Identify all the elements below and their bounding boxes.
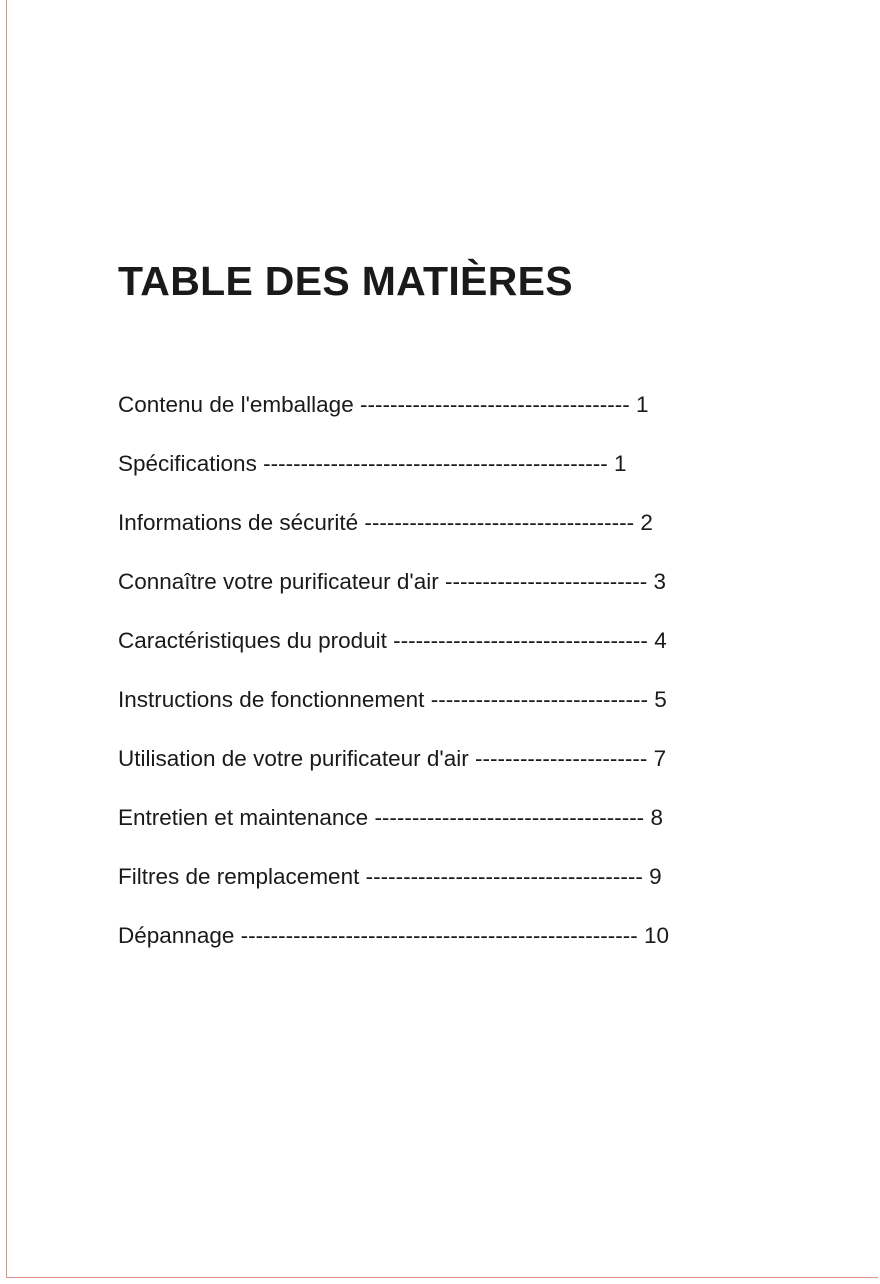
toc-entry-packaging-contents [118,388,818,447]
toc-entry-page: 7 [653,746,667,771]
toc-entry-page: 10 [644,923,670,948]
toc-entry-page: 5 [654,687,667,712]
toc-entry-leader: ------------------------------------ [359,392,630,417]
toc-entry-label: Spécifications [118,451,257,476]
toc-entry-page: 1 [614,451,627,476]
toc-entry-care-maintenance [118,801,818,860]
toc-entry-page: 8 [650,805,663,830]
toc-entry-leader: ---------------------------------------------- [263,451,608,476]
toc-entry-operating-instructions [118,683,818,742]
toc-entry-label: Filtres de remplacement [118,864,360,889]
toc-title: TABLE DES MATIÈRES [118,258,573,304]
toc-entry-leader: ---------------------------------- [393,628,648,653]
toc-entry-safety-information [118,506,818,565]
toc-entry-page: 1 [636,392,649,417]
toc-entry-label: Utilisation de votre purificateur d'air [118,746,469,771]
toc-entry-replacement-filters [118,860,818,919]
toc-entry-leader: ----------------------------- [430,687,648,712]
toc-entry-label: Connaître votre purificateur d'air [118,569,439,594]
toc-entry-label: Contenu de l'emballage [118,392,354,417]
toc-entry-product-features [118,624,818,683]
toc-entry-page: 4 [654,628,667,653]
toc-list [118,388,818,978]
toc-entry-using-your-purifier [118,742,818,801]
toc-entry-page: 2 [640,510,653,535]
toc-entry-leader: ------------------------------------ [374,805,645,830]
toc-entry-leader: ------------------------------------ [364,510,635,535]
toc-entry-specifications [118,447,818,506]
toc-entry-troubleshooting [118,919,818,978]
toc-entry-label: Entretien et maintenance [118,805,369,830]
toc-entry-leader: ----------------------- [474,746,648,771]
toc-entry-label: Caractéristiques du produit [118,628,387,653]
toc-entry-page: 3 [653,569,667,594]
toc-entry-leader: ----------------------------------------------------- [240,923,638,948]
toc-entry-know-your-purifier [118,565,818,624]
toc-entry-leader: --------------------------- [444,569,648,594]
toc-entry-label: Informations de sécurité [118,510,359,535]
toc-entry-label: Instructions de fonctionnement [118,687,425,712]
toc-entry-leader: ------------------------------------- [365,864,643,889]
toc-entry-page: 9 [649,864,662,889]
toc-entry-label: Dépannage [118,923,235,948]
